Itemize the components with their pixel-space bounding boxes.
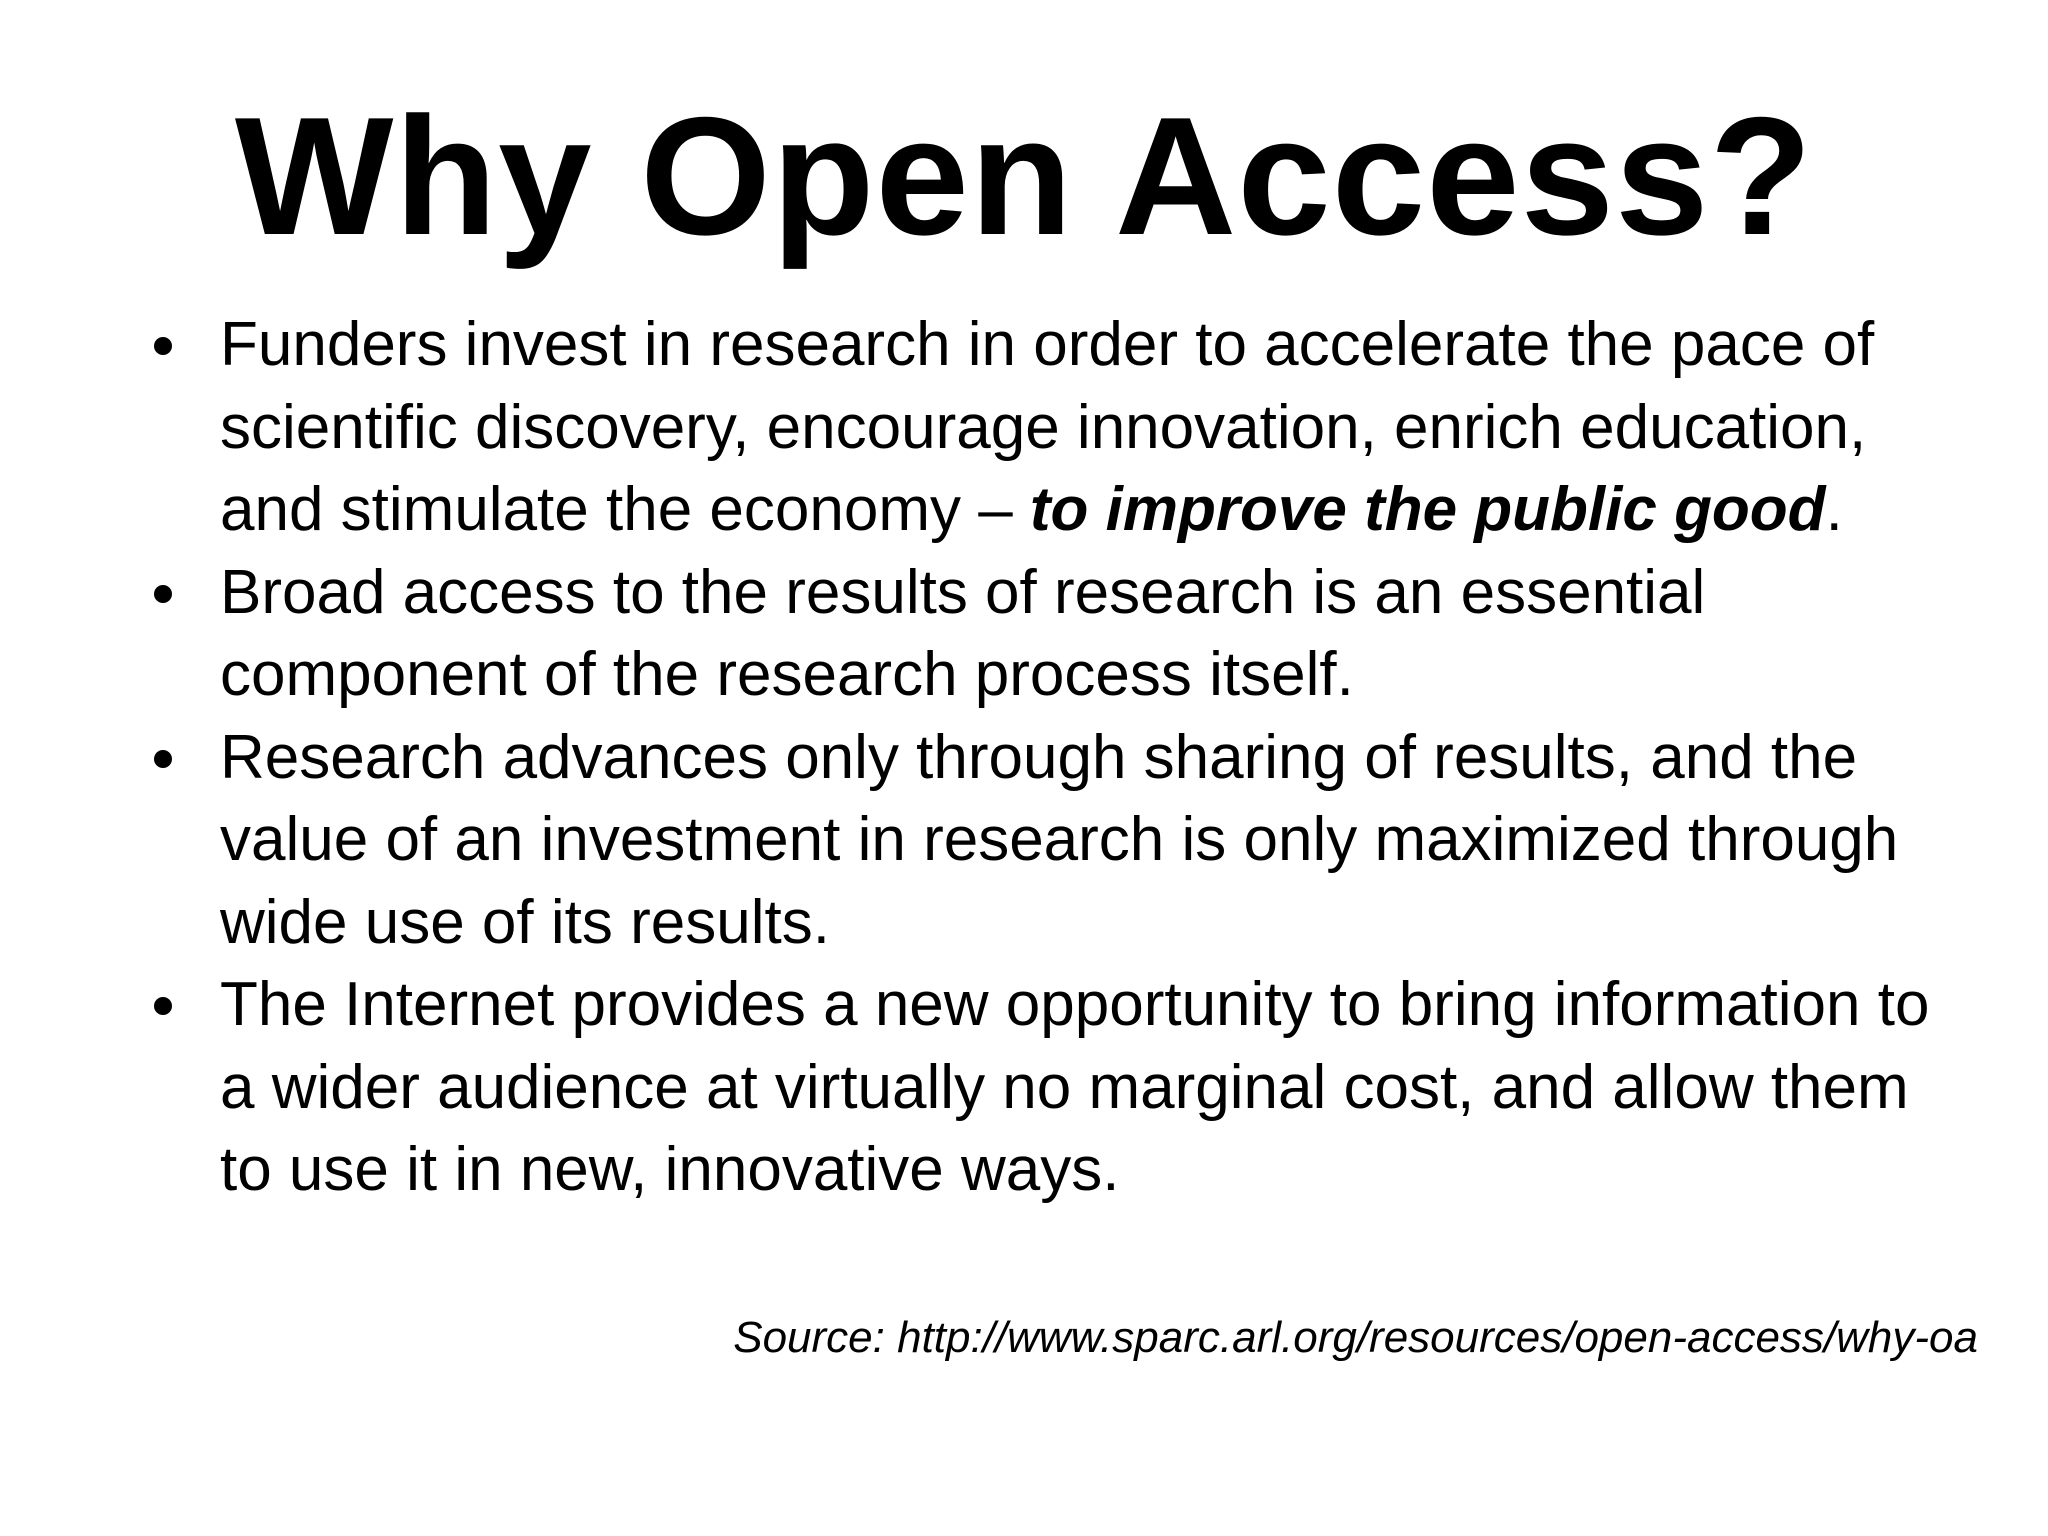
- bullet-item-internet: [150, 964, 1950, 1212]
- bullet-item-broad-access: [150, 552, 1950, 717]
- bullet-text: Research advances only through sharing of results, and the value of an investment in research is only maximized through wide use of its results.: [220, 722, 1899, 957]
- bullet-dot-icon: [154, 585, 172, 603]
- bullet-dot-icon: [154, 750, 172, 768]
- bullet-text: Funders invest in research in order to accelerate the pace of scientific discovery, encourage innovation, enrich education, and stimulate the economy –: [220, 310, 1875, 544]
- bullet-list: [150, 304, 1950, 1212]
- bullet-item-funders: [150, 304, 1950, 552]
- bullet-item-research-advances: [150, 717, 1950, 965]
- bullet-text: Broad access to the results of research is an essential component of the research process itself.: [220, 557, 1706, 709]
- bullet-emphasis: to improve the public good: [1029, 475, 1826, 544]
- slide-title: Why Open Access?: [234, 82, 1814, 270]
- bullet-text-end: .: [1825, 475, 1843, 544]
- source-citation: Source: http://www.sparc.arl.org/resources/open-access/why-oa: [733, 1313, 1978, 1362]
- bullet-dot-icon: [154, 997, 172, 1015]
- bullet-dot-icon: [154, 337, 172, 355]
- bullet-text: The Internet provides a new opportunity to bring information to a wider audience at virtually no marginal cost, and allow them to use it in new, innovative ways.: [220, 970, 1930, 1204]
